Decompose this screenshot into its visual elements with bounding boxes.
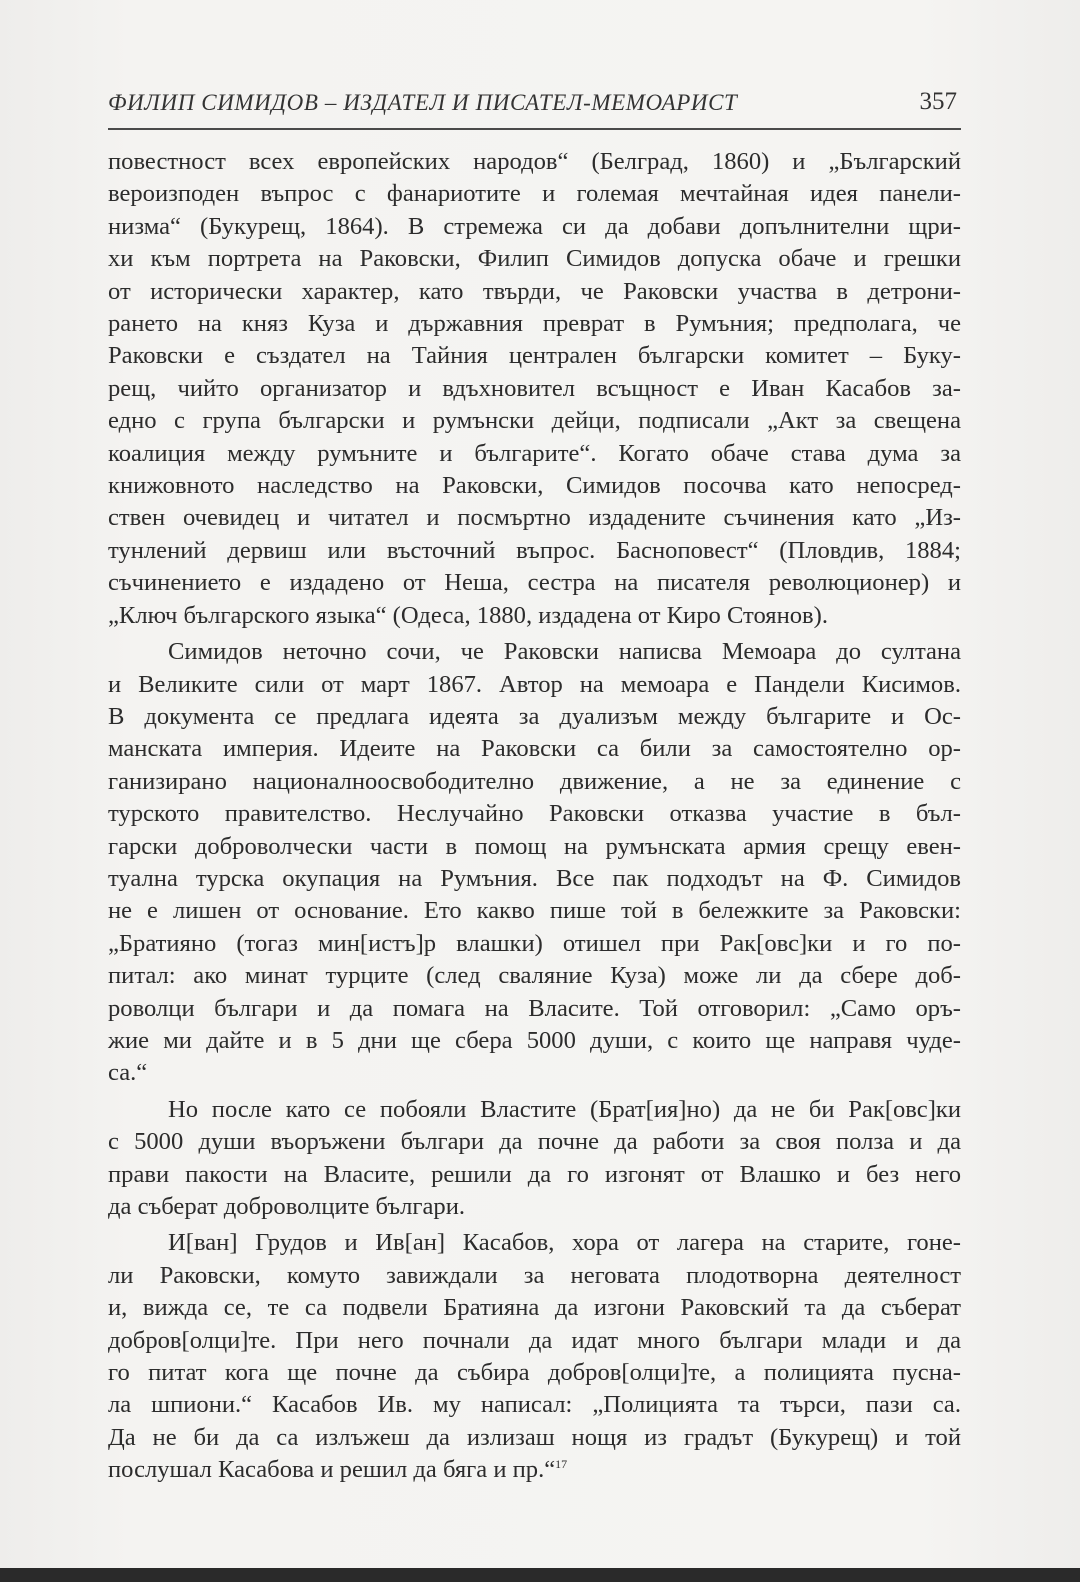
text-line: гарски доброволчески части в помощ на румънската армия срещу евен- [108,832,961,860]
text-line: туална турска окупация на Румъния. Все пак подходът на Ф. Симидов [108,864,961,892]
page-number: 357 [919,88,957,115]
text-line: Но после като се побояли Властите (Брат[ия]но) да не би Рак[овс]ки [168,1095,961,1123]
text-line: повестност всех европейских народов“ (Белград, 1860) и „Българский [108,148,961,175]
text-line: вероизподен въпрос с фанариотите и големая мечтайная идея панели- [108,180,961,208]
text-line: съчинението е издадено от Неша, сестра на писателя революционер) и [108,569,961,597]
text-line: В документа се предлага идеята за дуализъм между българите и Ос- [108,702,961,730]
text-line: манската империя. Идеите на Раковски са били за самостоятелно ор- [108,735,961,763]
paragraph [108,1094,961,1224]
text-line: ганизирано националноосвободително движение, а не за единение с [108,767,961,795]
text-line: коалиция между румъните и българите“. Когато обаче става дума за [108,439,961,467]
text-line: го питат кога ще почне да събира добров[олци]те, а полицията пусна- [108,1359,961,1387]
page-header [108,86,961,130]
paragraph [108,146,961,632]
paragraph [108,1227,961,1486]
text-line: жие ми дайте и в 5 дни ще сбера 5000 души, с които ще направя чуде- [108,1026,961,1054]
text-line: и, вижда се, те са подвели Братияна да изгони Раковский та да съберат [108,1294,961,1322]
text-line: прави пакости на Власите, решили да го изгонят от Влашко и без него [108,1160,961,1188]
text-line: добров[олци]те. При него почнали да идат много българи млади и да [108,1326,961,1354]
paragraph [108,636,961,1090]
text-line: хи към портрета на Раковски, Филип Симидов допуска обаче и грешки [108,245,961,273]
text-line: турското правителство. Неслучайно Раковски отказва участие в бъл- [108,800,961,828]
text-line: роволци българи и да помага на Власите. Той отговорил: „Само оръ- [108,994,961,1022]
running-title: ФИЛИП СИМИДОВ – ИЗДАТЕЛ И ПИСАТЕЛ-МЕМОАРИСТ [108,90,738,115]
text-line: не е лишен от основание. Ето какво пише той в бележките за Раковски: [108,897,961,925]
text-line: да съберат доброволците българи. [108,1193,466,1220]
text-line: низма“ (Букурещ, 1864). В стремежа си да добави допълнителни щри- [108,212,961,240]
body-text [108,146,961,1487]
text-line: „Братияно (тогаз мин[истъ]р влашки) отишел при Рак[овс]ки и го по- [108,929,961,957]
text-line: ли Раковски, комуто завиждали за неговата плодотворна деятелност [108,1261,961,1289]
text-line: са.“ [108,1059,148,1087]
text-line: ствен очевидец и читател и посмъртно издадените съчинения като „Из- [108,504,961,532]
text-line: „Ключ българского языка“ (Одеса, 1880, издадена от Киро Стоянов). [108,601,829,629]
scan-bottom-edge [0,1568,1080,1582]
text-line: И[ван] Грудов и Ив[ан] Касабов, хора от лагера на старите, гоне- [168,1229,961,1257]
text-line: с 5000 души въоръжени българи да почне да работи за своя полза и да [108,1128,961,1156]
footnote-ref: 17 [555,1457,568,1472]
text-line: и Великите сили от март 1867. Автор на мемоара е Пандели Кисимов. [108,670,961,698]
text-line: ла шпиони.“ Касабов Ив. му написал: „Полицията та търси, пази са. [108,1391,961,1419]
text-line: тунлений дервиш или въсточний въпрос. Басноповест“ (Пловдив, 1884; [108,536,961,564]
text-line: от исторически характер, като твърди, че Раковски участва в детрони- [108,277,961,305]
text-line: рещ, чийто организатор и вдъхновител всъщност е Иван Касабов за- [108,374,961,402]
text-line: Раковски е създател на Тайния централен български комитет – Буку- [108,342,961,370]
text-line: рането на княз Куза и държавния преврат в Румъния; предполага, че [108,310,961,338]
text-line: едно с група български и румънски дейци, подписали „Акт за свещена [108,407,961,435]
text-line: послушал Касабова и решил да бяга и пр.“$^{17}$ [108,1456,568,1484]
text-line: книжовното наследство на Раковски, Симидов посочва като непосред- [108,472,961,500]
text-line: Симидов неточно сочи, че Раковски написва Мемоара до султана [168,638,961,666]
text-line: питал: ако минат турците (след сваляние Куза) може ли да сбере доб- [108,962,961,990]
text-line: Да не би да са излъжеш да излизаш нощя из градът (Букурещ) и той [108,1423,961,1451]
